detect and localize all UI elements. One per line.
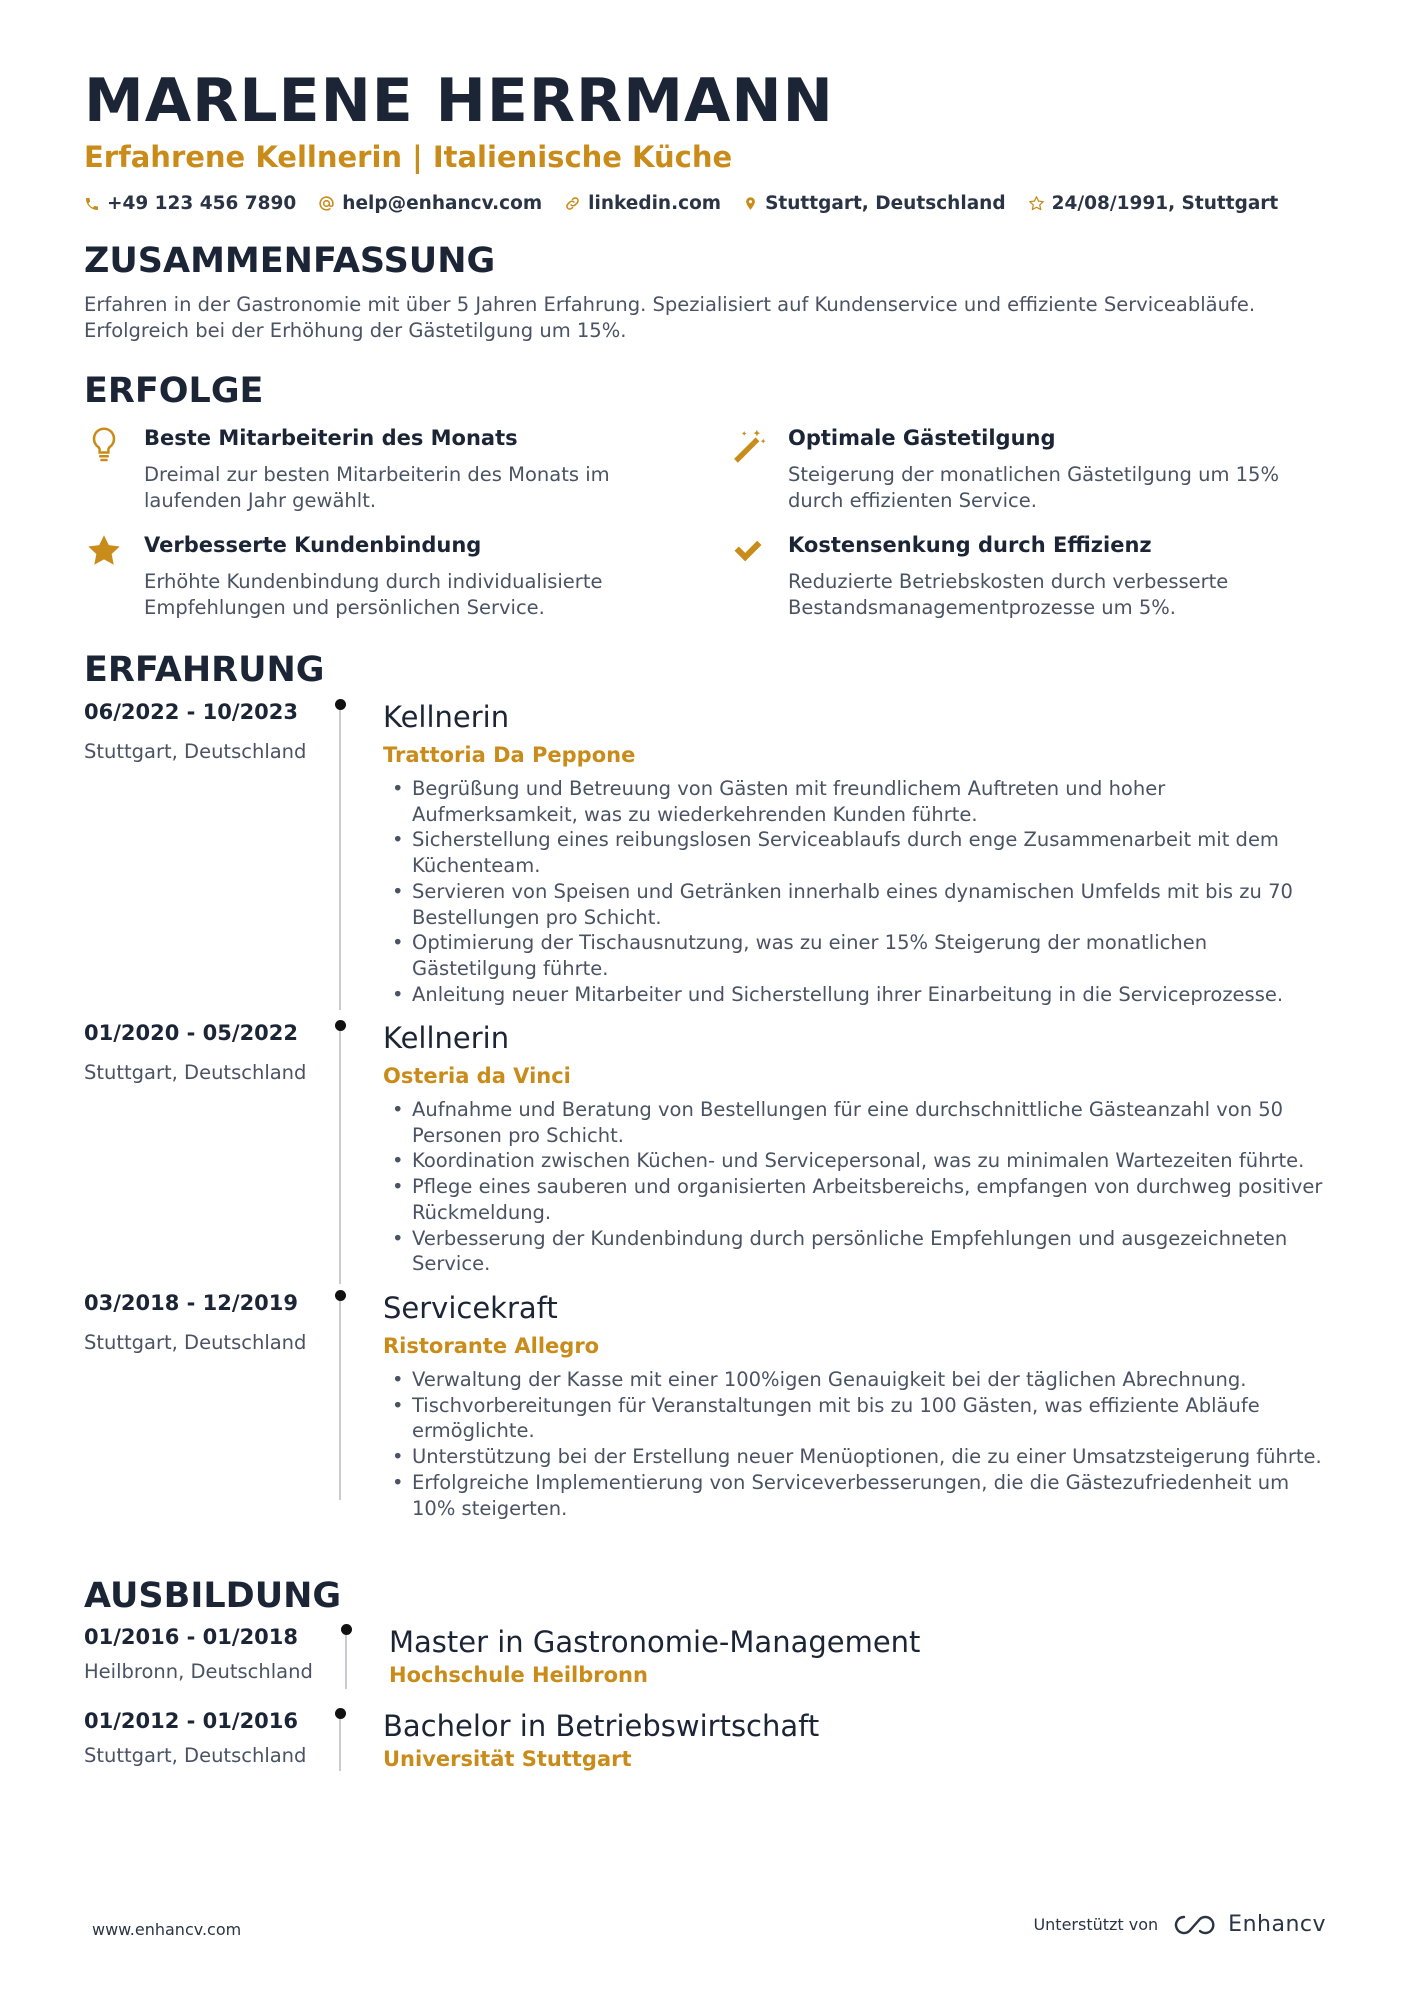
timeline-dot — [335, 1020, 346, 1031]
education-degree: Bachelor in Betriebswirtschaft — [383, 1709, 820, 1743]
enhancv-brand: Enhancv — [1228, 1912, 1326, 1937]
list-item: • Sicherstellung eines reibungslosen Serviceablaufs durch enge Zusammenarbeit mit dem Küchenteam. — [384, 827, 1334, 878]
achievements-heading: ERFOLGE — [84, 371, 264, 411]
list-item: • Servieren von Speisen und Getränken innerhalb eines dynamischen Umfelds mit bis zu 70 Bestellungen pro Schicht. — [384, 879, 1334, 930]
education-degree: Master in Gastronomie-Management — [389, 1625, 921, 1659]
contact-email-text: help@enhancv.com — [342, 193, 543, 214]
contact-email[interactable] — [318, 193, 542, 214]
job-location: Stuttgart, Deutschland — [84, 1061, 307, 1084]
powered-by-label: Unterstützt von — [1033, 1915, 1159, 1934]
timeline-line — [339, 1296, 341, 1500]
star-outline-icon — [1028, 195, 1045, 212]
job-company: Trattoria Da Peppone — [383, 743, 636, 767]
list-item: • Unterstützung bei der Erstellung neuer Menüoptionen, die zu einer Umsatzsteigerung führte. — [384, 1444, 1334, 1470]
list-item: • Optimierung der Tischausnutzung, was zu einer 15% Steigerung der monatlichen Gästetilgung führte. — [384, 930, 1334, 981]
contact-bar — [84, 193, 1278, 214]
timeline-line — [339, 1026, 341, 1284]
job-company: Osteria da Vinci — [383, 1064, 571, 1088]
timeline-line — [345, 1629, 347, 1689]
at-icon — [318, 195, 335, 212]
contact-location — [743, 193, 1006, 214]
list-item: • Aufnahme und Beratung von Bestellungen für eine durchschnittliche Gästeanzahl von 50 Personen pro Schicht. — [384, 1097, 1334, 1148]
contact-linkedin[interactable] — [564, 193, 721, 214]
list-item: • Verbesserung der Kundenbindung durch persönliche Empfehlungen und ausgezeichneten Service. — [384, 1226, 1334, 1277]
star-icon — [84, 533, 124, 573]
timeline-line — [339, 705, 341, 1010]
list-item: • Anleitung neuer Mitarbeiter und Sicherstellung ihrer Einarbeitung in die Serviceprozesse. — [384, 982, 1334, 1008]
achievement-title: Kostensenkung durch Effizienz — [788, 533, 1152, 557]
job-dates: 03/2018 - 12/2019 — [84, 1291, 299, 1315]
list-item: • Tischvorbereitungen für Veranstaltungen mit bis zu 100 Gästen, was effiziente Abläufe ermöglichte. — [384, 1393, 1334, 1444]
timeline-dot — [341, 1624, 352, 1635]
list-item: • Erfolgreiche Implementierung von Serviceverbesserungen, die die Gästezufriedenheit um 10% steigerten. — [384, 1470, 1334, 1521]
education-dates: 01/2016 - 01/2018 — [84, 1625, 299, 1649]
education-dates: 01/2012 - 01/2016 — [84, 1709, 299, 1733]
magic-wand-icon — [728, 426, 768, 466]
link-icon — [564, 195, 581, 212]
job-dates: 06/2022 - 10/2023 — [84, 700, 299, 724]
education-school: Universität Stuttgart — [383, 1747, 632, 1771]
location-pin-icon — [743, 195, 758, 212]
timeline-dot — [335, 1290, 346, 1301]
contact-phone[interactable] — [84, 193, 296, 214]
candidate-name: MARLENE HERRMANN — [84, 66, 834, 136]
summary-text: Erfahren in der Gastronomie mit über 5 Jahren Erfahrung. Spezialisiert auf Kundenservice und effiziente Serviceabläufe. Erfolgreich bei der Erhöhung der Gästetilgung um 15%. — [84, 293, 1256, 342]
achievement-desc: Steigerung der monatlichen Gästetilgung um 15% durch effizienten Service. — [788, 463, 1279, 512]
experience-heading: ERFAHRUNG — [84, 650, 325, 690]
contact-phone-text: +49 123 456 7890 — [107, 193, 297, 214]
achievement-desc: Erhöhte Kundenbindung durch individualisierte Empfehlungen und persönlichen Service. — [144, 570, 603, 619]
achievement-desc: Reduzierte Betriebskosten durch verbesserte Bestandsmanagementprozesse um 5%. — [788, 570, 1229, 619]
job-company: Ristorante Allegro — [383, 1334, 600, 1358]
achievement-title: Verbesserte Kundenbindung — [144, 533, 482, 557]
list-item: • Verwaltung der Kasse mit einer 100%igen Genauigkeit bei der täglichen Abrechnung. — [384, 1367, 1334, 1393]
job-location: Stuttgart, Deutschland — [84, 740, 307, 763]
job-role: Servicekraft — [383, 1291, 558, 1325]
summary-heading: ZUSAMMENFASSUNG — [84, 241, 496, 281]
checkmark-icon — [728, 533, 768, 573]
education-heading: AUSBILDUNG — [84, 1576, 342, 1616]
phone-icon — [84, 196, 100, 212]
list-item: • Koordination zwischen Küchen- und Servicepersonal, was zu minimalen Wartezeiten führte. — [384, 1148, 1334, 1174]
job-role: Kellnerin — [383, 1021, 510, 1055]
timeline-dot — [335, 1708, 346, 1719]
enhancv-logo-icon — [1170, 1913, 1216, 1937]
timeline-dot — [335, 699, 346, 710]
education-location: Stuttgart, Deutschland — [84, 1744, 307, 1767]
list-item: • Pflege eines sauberen und organisierten Arbeitsbereichs, empfangen von durchweg positiver Rückmeldung. — [384, 1174, 1334, 1225]
job-bullets — [384, 1097, 1334, 1277]
candidate-subtitle: Erfahrene Kellnerin | Italienische Küche — [84, 140, 733, 174]
footer-website[interactable]: www.enhancv.com — [92, 1920, 242, 1939]
contact-location-text: Stuttgart, Deutschland — [765, 193, 1006, 214]
contact-birth-text: 24/08/1991, Stuttgart — [1051, 193, 1279, 214]
contact-linkedin-text: linkedin.com — [588, 193, 722, 214]
contact-birth — [1028, 193, 1279, 214]
job-dates: 01/2020 - 05/2022 — [84, 1021, 299, 1045]
timeline-line — [339, 1713, 341, 1771]
lightbulb-icon — [84, 426, 124, 466]
achievement-title: Beste Mitarbeiterin des Monats — [144, 426, 518, 450]
job-location: Stuttgart, Deutschland — [84, 1331, 307, 1354]
education-school: Hochschule Heilbronn — [389, 1663, 648, 1687]
job-role: Kellnerin — [383, 700, 510, 734]
achievement-title: Optimale Gästetilgung — [788, 426, 1056, 450]
job-bullets — [384, 776, 1334, 1007]
education-location: Heilbronn, Deutschland — [84, 1660, 313, 1683]
list-item: • Begrüßung und Betreuung von Gästen mit freundlichem Auftreten und hoher Aufmerksamkeit, was zu wiederkehrenden Kunden führte. — [384, 776, 1334, 827]
job-bullets — [384, 1367, 1334, 1521]
footer-branding — [1033, 1912, 1326, 1937]
achievement-desc: Dreimal zur besten Mitarbeiterin des Monats im laufenden Jahr gewählt. — [144, 463, 610, 512]
